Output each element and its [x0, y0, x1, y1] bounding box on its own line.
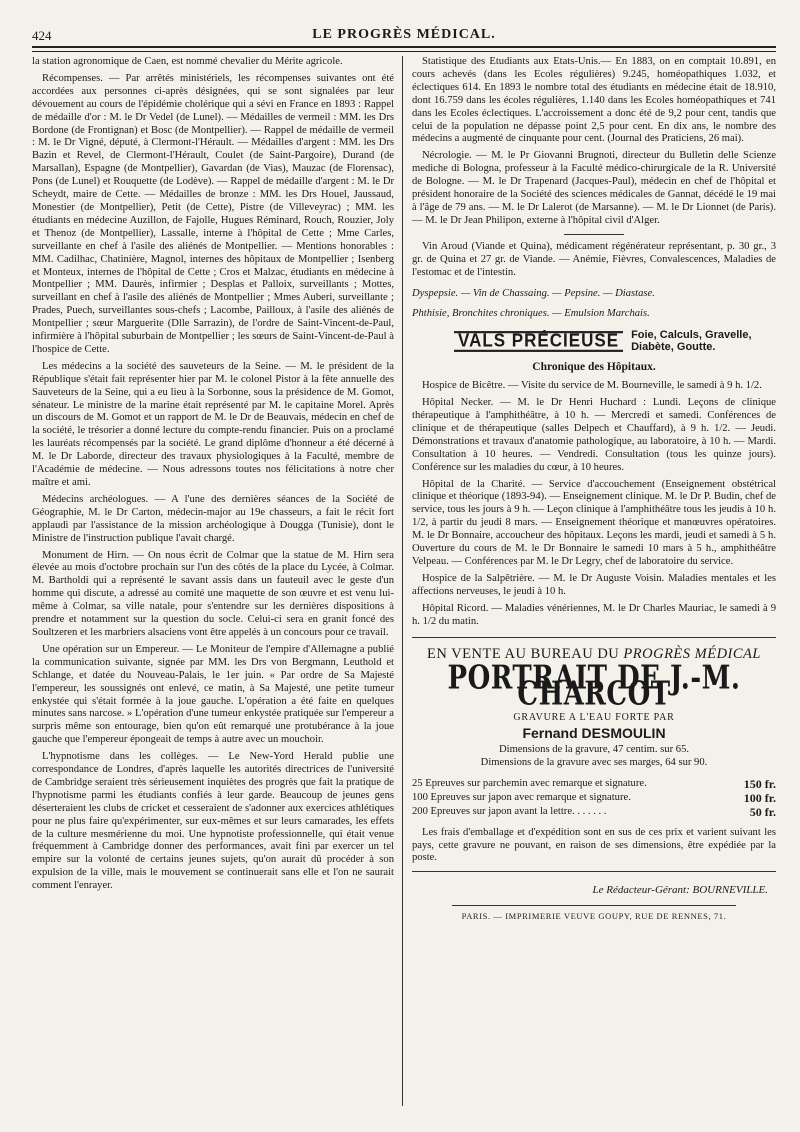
divider-rule	[412, 637, 776, 638]
shipping-note: Les frais d'emballage et d'expédition sont en sus de ces prix et varient suivant les pays, cette gravure ne pouvant, en raison de ses dimensions, être expédiée par la poste.	[412, 826, 776, 864]
divider-rule	[412, 871, 776, 872]
left-column	[32, 56, 402, 1106]
two-column-body	[32, 56, 776, 1106]
section-heading-chronique: Chronique des Hôpitaux.	[532, 361, 656, 374]
editor-signature: Le Rédacteur-Gérant: BOURNEVILLE.	[592, 884, 768, 897]
paragraph-empereur: Une opération sur un Empereur. — Le Moniteur de l'empire d'Allemagne a publié la communication suivante, signée par MM. les Drs von Bergmann, Leuthold et Schlange, et datée du Nouveau-Palais, le 1er juin. « Par ordre de Sa Majesté l'empereur, les soussignés ont enlevé, ce matin, à Sa Majesté, une petite tumeur enkystée qui s'était formée à la joue gauche. L'opération a été faite en quelques minutes sans narcose. » L'opération d'une tumeur enkystée pratiquée sur l'empereur a surpris même son entourage, bien qu'on eût remarqué une protubérance à la joue gauche que l'empereur épongeait de temps à autre avec un mouchoir.	[32, 643, 394, 746]
price-value: 100 fr.	[743, 790, 776, 805]
header-double-rule	[32, 48, 776, 52]
hospital-bicetre: Hospice de Bicêtre. — Visite du service de M. Bourneville, le samedi à 9 h. 1/2.	[422, 380, 762, 392]
vals-line-2: Diabète, Goutte.	[631, 341, 716, 354]
ad-phthisie: Phthisie, Bronchites chroniques. — Emulsion Marchais.	[412, 308, 650, 320]
sale-heading-a: EN VENTE AU BUREAU DU	[427, 645, 624, 662]
paragraph-recompenses: Récompenses. — Par arrêtés ministériels, les récompenses suivantes ont été accordées aux personnes ci-après désignées, qui se sont signalées par leur dévouement au cours de l'épidémie cholérique qui a sévi en France en 1893 : Rappel de médaille d'or : M. le Dr Vedel (de Lunel). — Médailles de vermeil : MM. les Drs Bordone (de Frontignan) et Bosc (de Montpellier). — Rappel de médaille de vermeil : M. le Dr Vigné, député, à Clermont-l'Hérault. — Médailles d'argent : MM. les Drs Bazin et Revel, de Clermont-l'Hérault, Coulet (de Saint-Pargoire), Durand (de Marsallan), Espagne (de Montpellier), Gavardan (de Vias), Mauzac (de Florensac), Pons (de Lunel) et Rouquette (de Lodève). — Rappel de médaille d'argent : M. le Dr Scheydt, maire de Cette. — Médailles de bronze : MM. les Drs Houel, Jaussaud, Monestier (de Montpellier), Petit (de Cette), Pistre (de Villeveyrac) ; MM. les étudiants en médecine Auzillon, de Fajolle, Hugues Réminard, Rouch, Rouzier, Joly et Thenoz (de Montpellier), Lassalle, interne à l'hôpital de Cette ; Mme Carles, surveillante en chef à l'asile des aliénés de Montpellier. — Mentions honorables : MM. Cadilhac, Chatinière, Magnol, internes des hôpitaux de Montpellier ; Isenberg et Monteux, internes de l'hôpital de Cette ; Cros et Malzac, étudiants en médecine à Montpellier ; MM. Daurès, infirmier ; Desplas et Palloix, surveillants ; Mottes, surveillant en chef à l'asile des aliénés de Montpellier ; Mmes Auberi, surveillante ; Prades, Puech, surveillantes sous-chefs ; Lacombe, Pailloux, à l'asile des aliénés de Montpellier ; sœur Marguerite (Dlle Sarrazin), de l'ordre de Saint-Vincent-de-Paul, infirmière à l'hôpital suburbain de Montpellier ; les sœurs de Saint-Vincent-de-Paul à l'hospice de Cette.	[32, 72, 394, 355]
sale-heading-b: PROGRÈS MÉDICAL	[623, 645, 761, 662]
paragraph-hirn: Monument de Hirn. — On nous écrit de Colmar que la statue de M. Hirn sera élevée au mois d'octobre prochain sur l'un des côtés de la place du Lycée, à Colmar. M. Bartholdi qui a représenté le savant assis dans un fauteuil avec le geste d'un homme qui discute, a adressé au comité une maquette de son œuvre et est venu lui-même à Colmar, sa ville natale, pour s'entendre sur les dernières dispositions à prendre et notamment sur la question du socle. Celui-ci sera en granit foncé des Soultzeren et les marbriers alsaciens vont être appelés à un concours pour ce travail.	[32, 549, 394, 638]
right-column	[402, 56, 776, 1106]
hospital-salpetriere: Hospice de la Salpêtrière. — M. le Dr Auguste Voisin. Maladies mentales et les affections nerveuses, le jeudi à 10 h.	[412, 572, 776, 597]
paragraph-hypnotisme: L'hypnotisme dans les collèges. — Le New-Yord Herald publie une correspondance de Londres, d'après laquelle les autorités directrices de l'université de Cambridge seraient très sérieusement inquiètes des progrès que fait la pratique de l'hypnotisme parmi les étudiants confiés à leur garde. Beaucoup de jeunes gens déserteraient les clubs de cricket et cesseraient de s'adonner aux exercices athlétiques pour ne plus faire qu'expérimenter, sur eux-mêmes et sur leurs camarades, les effets de la culture mesmérienne du moi. Une hypnotiste professionnelle, qui était venue fréquemment à Cambridge donner des performances, avait fini par exercer un tel empire sur la volonté de certains jeunes sujets, qu'on aurait dû procéder à son expulsion de la ville, mais le mouvement se continuerait sans elle et l'on ne saurait comment l'enrayer.	[32, 751, 394, 892]
engraving-caption: GRAVURE A L'EAU FORTE PAR	[513, 712, 675, 724]
journal-page	[32, 24, 776, 1114]
paragraph-sauveteurs: Les médecins a la société des sauveteurs de la Seine. — M. le président de la République s'était fait représenter hier par M. le colonel Pistor à la fête annuelle des Sauveteurs de la Seine, qui a eu lieu à la Sorbonne, sous la présidence de M. Gomot, sénateur. Le ministre de la marine était représenté par M. le capitaine Morel. Après un discours de M. Gomot et un rapport de M. le Dr de Beauvais, médecin en chef de la société, le trésorier a donné lecture du compte-rendu financier. Puis on a proclamé les lauréats récompensés par la société. Le grand diplôme d'honneur a été décerné à M. le Dr Laborde, directeur des travaux physiologiques à la Faculté, membre de l'Académie de médecine. — Nous adressons toutes nos félicitations à notre cher maître et ami.	[32, 360, 394, 488]
paragraph-statistique: Statistique des Etudiants aux Etats-Unis.— En 1883, on en comptait 10.891, en cours achevés (dans les Ecoles régulières) 9.245, homéopathiques 1.032, et éclectiques 614. En 1893 le nombre total des étudiants en médecine était de 18.910, dont 16.759 dans les écoles régulières, 1.140 dans les Ecoles homéopathiques et 741 dans les Ecoles éclectiques. L'accroissement a donc été de 9,2 pour cent, tandis que celui de la population ne dépasse point 2,5 pour cent. En dix ans, le nombre des médecins a augmenté de cinquante pour cent. (Journal des Praticiens, 26 mai).	[412, 56, 776, 145]
vals-line-1: Foie, Calculs, Gravelle,	[631, 329, 752, 342]
price-value: 50 fr.	[749, 804, 776, 819]
paragraph-necrologie: Nécrologie. — M. le Pr Giovanni Brugnoti, directeur du Bulletin delle Scienze mediche di Bologna, professeur à la Faculté médico-chirurgicale de la R. Université de Bologne. — M. le Dr Trapenard (Jacques-Paul), médecin en chef de l'hôpital et président honoraire de la Société des sciences médicales de Gannat, décédé le 19 mai à l'âge de 79 ans. — M. le Dr Lalerot (de Marsanne). — M. le Dr Lionnet (de Paris). — M. le Dr Jean Philipon, externe à l'hôpital civil d'Alger.	[412, 150, 776, 226]
artist-name: Fernand DESMOULIN	[522, 725, 666, 742]
vals-text	[631, 329, 751, 353]
price-row	[412, 806, 776, 819]
sale-heading	[412, 645, 776, 662]
price-label: 25 Epreuves sur parchemin avec remarque et signature.	[412, 777, 647, 789]
paragraph-archeologues: Médecins archéologues. — A l'une des dernières séances de la Société de Géographie, M. le Dr Carton, médecin-major au 19e chasseurs, a fait le récit fort applaudi par l'assistance de la mission archéologique à Dougga (Tunisie), dont le Ministre de l'instruction publique l'avait chargé.	[32, 493, 394, 544]
price-value: 150 fr.	[743, 776, 776, 791]
dimensions-2: Dimensions de la gravure avec ses marges, 64 sur 90.	[480, 756, 708, 768]
price-row	[412, 778, 776, 791]
price-row	[412, 792, 776, 805]
paragraph-merite: la station agronomique de Caen, est nommé chevalier du Mérite agricole.	[32, 56, 343, 67]
ad-vin-aroud: Vin Aroud (Viande et Quina), médicament régénérateur représentant, p. 30 gr., 3 gr. de Quina et 27 gr. de Viande. — Anémie, Fièvres, Convalescences, Maladies de l'estomac et de l'intestin.	[412, 240, 776, 278]
dimensions-1: Dimensions de la gravure, 47 centim. sur 65.	[498, 744, 690, 756]
price-label: 100 Epreuves sur japon avec remarque et signature.	[412, 791, 631, 803]
portrait-title: PORTRAIT DE J.-M. CHARCOT	[447, 659, 741, 714]
journal-title: LE PROGRÈS MÉDICAL.	[312, 27, 496, 42]
printer-imprint: PARIS. — IMPRIMERIE VEUVE GOUPY, RUE DE RENNES, 71.	[452, 905, 736, 923]
hospital-necker: Hôpital Necker. — M. le Dr Henri Huchard : Lundi. Leçons de clinique thérapeutique à l'amphithéâtre, à 10 h. — Mercredi et samedi. Conférences de clinique et de thérapeutique (salles Delpech et Chauffard), à 9 h. 1/2. — Jeudi. Démonstrations et travaux d'anatomie pathologique, au laboratoire, à 10 h. — Mardi. Consultation à 10 heures. — Vendredi. Consultation (tous les quinze jours). Conférence sur les maladies du cœur, à 10 heures.	[412, 397, 776, 473]
page-header	[32, 24, 776, 48]
hospital-ricord: Hôpital Ricord. — Maladies vénériennes, M. le Dr Charles Mauriac, le samedi à 9 h. 1/2 du matin.	[412, 602, 776, 627]
ad-vals	[454, 329, 776, 353]
page-number: 424	[32, 28, 52, 43]
divider	[564, 234, 624, 235]
vals-logo: VALS PRÉCIEUSE	[454, 331, 623, 352]
hospital-charite: Hôpital de la Charité. — Service d'accouchement (Enseignement obstétrical clinique et théorique (1893-94). — Enseignement clinique. M. le Dr P. Budin, chef de service, tous les jours à 9 h. — Leçon clinique à l'amphithéâtre tous les jeudis à 10 h. 1/2, à partir du jeudi 8 mars. — Enseignement théorique et manœuvres opératoires. M. le Dr Bonnaire, accoucheur des hôpitaux. Leçons les mardi, jeudi et samedi à 5 h. Ouverture du cours de M. le Dr Bonnaire le samedi 10 mars à 5 h., amphithéâtre Velpeau. — Conférences par M. le Dr Legry, chef de laboratoire du service.	[412, 478, 776, 567]
price-label: 200 Epreuves sur japon avant la lettre. . . . . . .	[412, 805, 607, 817]
ad-dyspepsie: Dyspepsie. — Vin de Chassaing. — Pepsine. — Diastase.	[412, 287, 655, 299]
